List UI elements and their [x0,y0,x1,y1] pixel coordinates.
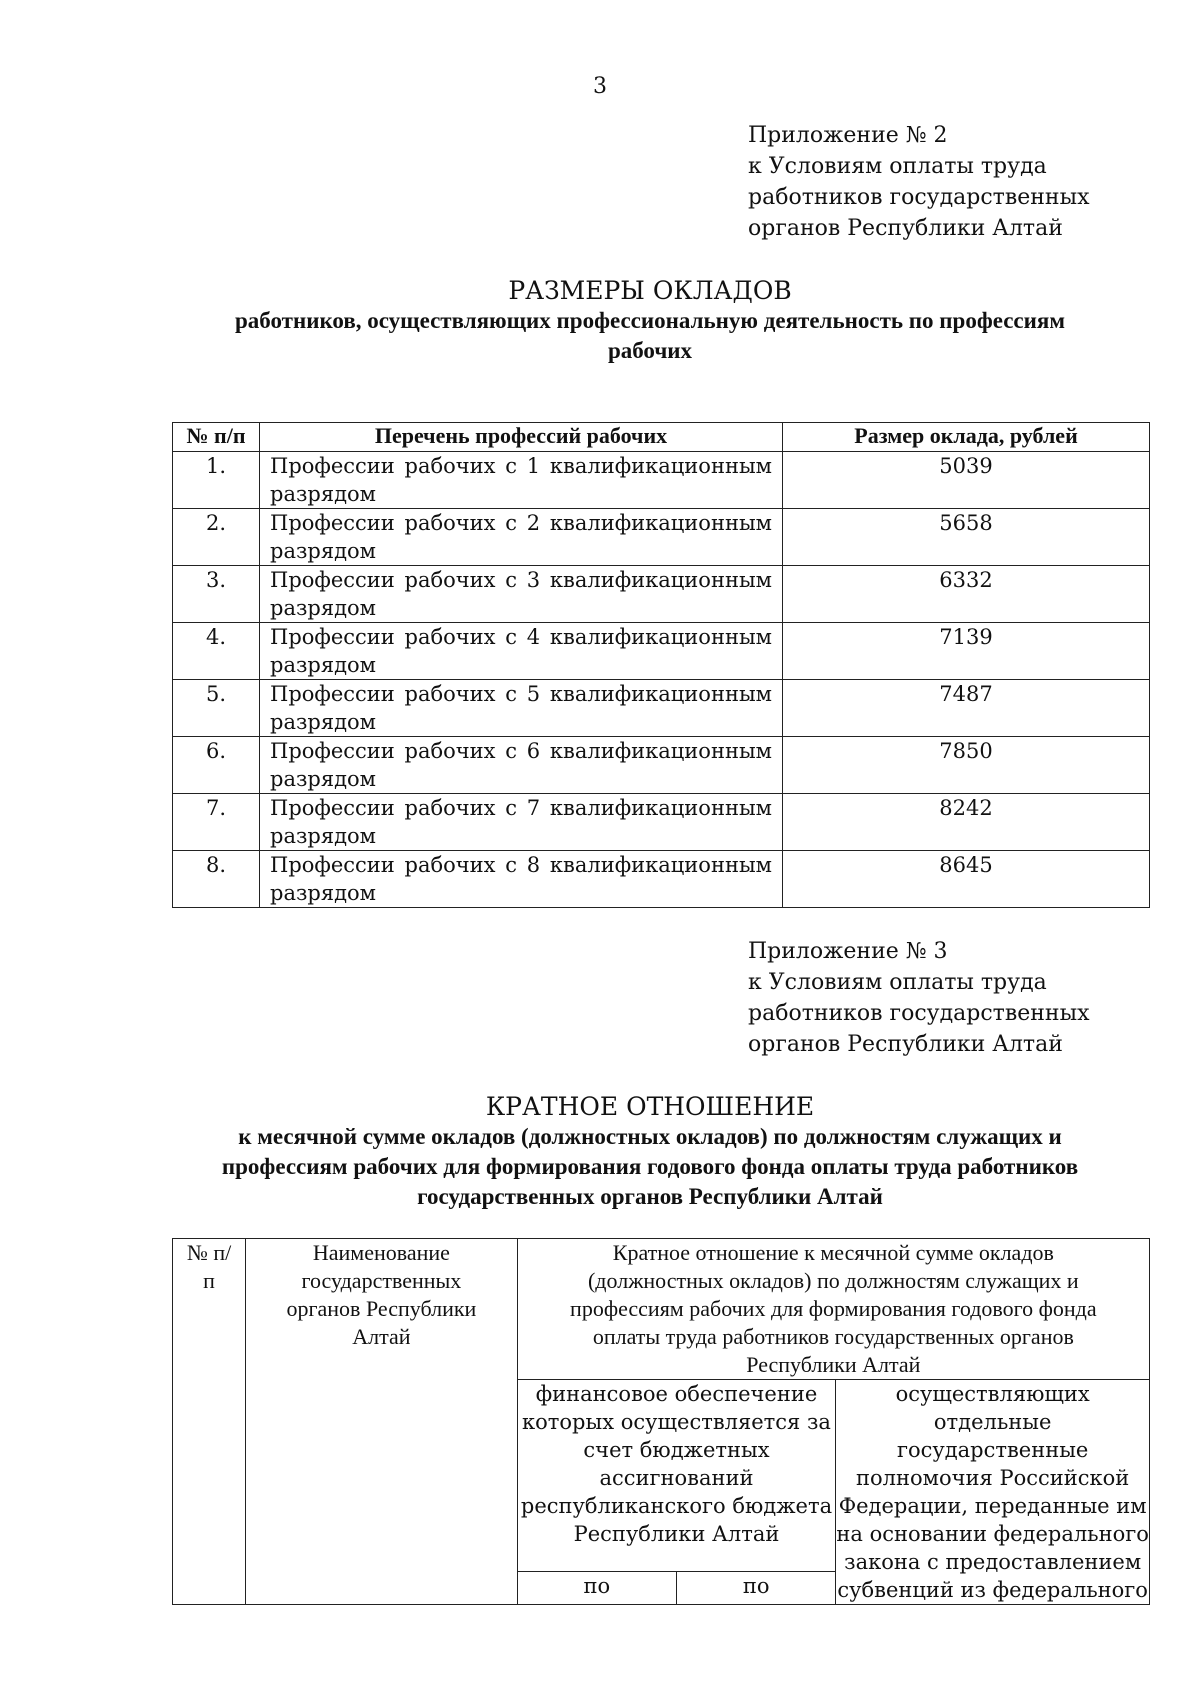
subheader-line: Республики Алтай [573,1522,780,1546]
ratio-title-sub: государственных органов Республики Алтай [417,1184,883,1209]
subheader-line: полномочия Российской [856,1466,1130,1490]
subheader-federal-powers [836,1380,1150,1605]
header-ratio [517,1239,1149,1380]
header-organ-line: Наименование [312,1240,450,1265]
row-salary: 8645 [783,851,1150,908]
salary-title-main: РАЗМЕРЫ ОКЛАДОВ [508,276,792,305]
row-salary: 7850 [783,737,1150,794]
header-ratio-line: профессиям рабочих для формирования годового фонда [570,1296,1097,1321]
row-salary: 5039 [783,452,1150,509]
page-number: 3 [593,74,607,99]
subheader-line: субвенций из федерального [837,1578,1148,1602]
appendix-2-note [748,120,1089,244]
subheader-line: ассигнований [599,1466,754,1490]
row-number: 2. [173,509,260,566]
row-profession-line: Профессии рабочих с 6 квалификационным [270,739,772,763]
ratio-title-sub: профессиям рабочих для формирования годового фонда оплаты труда работников [221,1154,1079,1179]
subheader-republican-budget [517,1380,836,1572]
header-ratio-line: оплаты труда работников государственных органов [592,1324,1074,1349]
row-profession-line: Профессии рабочих с 8 квалификационным [270,853,772,877]
appendix-line: органов Республики Алтай [748,216,1063,241]
header-organ-line: Алтай [352,1324,411,1349]
row-profession-line: Профессии рабочих с 7 квалификационным [270,796,772,820]
row-profession-line: разрядом [270,881,377,905]
header-ratio-line: Кратное отношение к месячной сумме окладов [612,1240,1054,1265]
subheader-line: которых осуществляется за [522,1410,831,1434]
row-profession-line: разрядом [270,653,377,677]
row-profession [260,851,783,908]
subheader-po-b: по [677,1572,836,1605]
row-number: 4. [173,623,260,680]
row-profession [260,623,783,680]
subheader-line: осуществляющих [895,1382,1090,1406]
row-salary: 5658 [783,509,1150,566]
row-salary: 8242 [783,794,1150,851]
row-number: 1. [173,452,260,509]
row-profession [260,737,783,794]
row-profession-line: Профессии рабочих с 4 квалификационным [270,625,772,649]
subheader-line: республиканского бюджета [520,1494,833,1518]
row-number: 5. [173,680,260,737]
salary-table [172,422,1150,908]
table-row [173,737,1150,794]
appendix-line: к Условиям оплаты труда [748,970,1047,995]
ratio-title-main: КРАТНОЕ ОТНОШЕНИЕ [485,1092,815,1121]
header-organ-name [246,1239,518,1605]
row-profession [260,566,783,623]
subheader-po-a: по [517,1572,676,1605]
row-salary: 6332 [783,566,1150,623]
row-profession-line: разрядом [270,767,377,791]
row-salary: 7139 [783,623,1150,680]
table-row [173,680,1150,737]
subheader-line: счет бюджетных [583,1438,770,1462]
row-salary: 7487 [783,680,1150,737]
header-num [173,1239,246,1605]
subheader-line: финансовое обеспечение [535,1382,818,1406]
ratio-title-sub: к месячной сумме окладов (должностных окладов) по должностям служащих и [238,1124,1062,1149]
header-ratio-line: (должностных окладов) по должностям служащих и [587,1268,1079,1293]
row-number: 3. [173,566,260,623]
subheader-line: на основании федерального [836,1522,1149,1546]
row-number: 8. [173,851,260,908]
table-row [173,566,1150,623]
ratio-table [172,1238,1150,1605]
appendix-line: к Условиям оплаты труда [748,154,1047,179]
appendix-line: работников государственных [748,1001,1090,1026]
appendix-line: Приложение № 2 [748,123,948,148]
header-num: № п/п [173,423,260,452]
row-profession-line: Профессии рабочих с 5 квалификационным [270,682,772,706]
row-number: 7. [173,794,260,851]
row-profession-line: Профессии рабочих с 1 квалификационным [270,454,772,478]
appendix-3-note [748,936,1089,1060]
subheader-line: закона с предоставлением [844,1550,1142,1574]
row-profession-line: разрядом [270,824,377,848]
table-row [173,509,1150,566]
table-row [173,851,1150,908]
header-organ-line: органов Республики [286,1296,477,1321]
row-profession [260,680,783,737]
table-row [173,623,1150,680]
row-profession [260,452,783,509]
header-num-line: п [203,1268,215,1293]
salary-title-sub: работников, осуществляющих профессиональную деятельность по профессиям [234,308,1066,333]
header-profession: Перечень профессий рабочих [260,423,783,452]
header-ratio-line: Республики Алтай [746,1352,921,1377]
row-profession [260,509,783,566]
appendix-line: органов Республики Алтай [748,1032,1063,1057]
row-profession-line: разрядом [270,596,377,620]
header-salary: Размер оклада, рублей [783,423,1150,452]
row-profession-line: разрядом [270,539,377,563]
ratio-title [150,1092,1150,1212]
appendix-line: работников государственных [748,185,1090,210]
row-profession-line: разрядом [270,710,377,734]
row-profession-line: Профессии рабочих с 2 квалификационным [270,511,772,535]
subheader-line: отдельные государственные [896,1410,1089,1462]
row-profession-line: разрядом [270,482,377,506]
table-row [173,794,1150,851]
row-profession [260,794,783,851]
salary-title [150,276,1150,366]
salary-title-sub: рабочих [607,338,693,363]
table-row [173,452,1150,509]
appendix-line: Приложение № 3 [748,939,948,964]
header-organ-line: государственных [301,1268,462,1293]
subheader-line: Федерации, переданные им [838,1494,1147,1518]
row-number: 6. [173,737,260,794]
header-num-line: № п/ [186,1240,232,1265]
row-profession-line: Профессии рабочих с 3 квалификационным [270,568,772,592]
